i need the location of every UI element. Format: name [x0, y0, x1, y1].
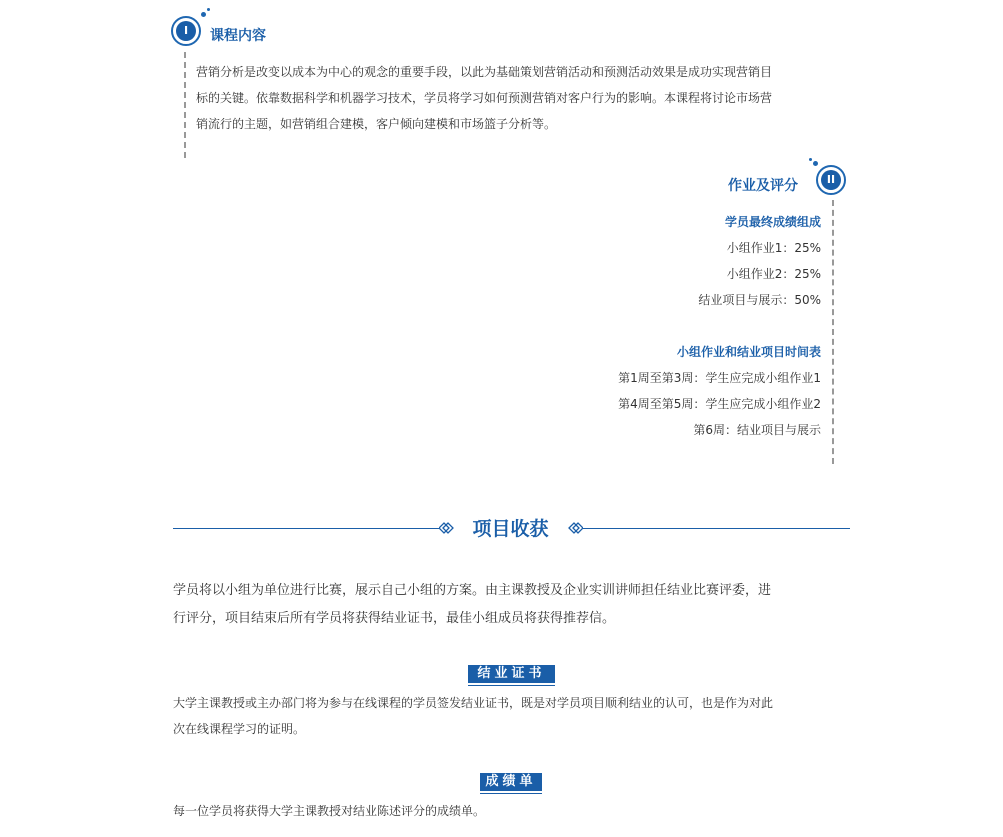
harvest-line: 行评分，项目结束后所有学员将获得结业证书，最佳小组成员将获得推荐信。	[173, 611, 616, 626]
section-badge-2	[816, 165, 846, 195]
section-number-1: I	[176, 21, 196, 41]
course-content-line: 销流行的主题，如营销组合建模，客户倾向建模和市场篮子分析等。	[196, 117, 557, 131]
assignments-title: 作业及评分	[728, 178, 798, 194]
grading-title: 学员最终成绩组成	[724, 215, 821, 229]
diamond-left-icon	[439, 521, 457, 535]
schedule-title: 小组作业和结业项目时间表	[676, 345, 821, 359]
grading-list	[698, 209, 821, 313]
schedule-item: 第4周至第5周：学生应完成小组作业2	[618, 397, 821, 411]
section-number-2: II	[821, 170, 841, 190]
schedule-item: 第1周至第3周：学生应完成小组作业1	[618, 371, 821, 385]
schedule-list	[618, 339, 821, 443]
course-content-text	[196, 59, 856, 137]
transcript-label: 成绩单	[480, 773, 542, 791]
harvest-text	[173, 577, 863, 633]
assignments-divider	[832, 200, 834, 464]
harvest-title: 项目收获	[472, 518, 549, 540]
transcript-text	[173, 798, 863, 824]
diamond-right-icon	[565, 521, 583, 535]
course-content-line: 营销分析是改变以成本为中心的观念的重要手段，以此为基础策划营销活动和预测活动效果是成功实现营销目	[196, 65, 773, 79]
schedule-item: 第6周：结业项目与展示	[693, 423, 821, 437]
harvest-line: 学员将以小组为单位进行比赛，展示自己小组的方案。由主课教授及企业实训讲师担任结业比赛评委，进	[173, 583, 772, 598]
grading-item: 结业项目与展示：50%	[698, 293, 821, 307]
harvest-line-left	[173, 528, 439, 529]
course-content-line: 标的关键。依靠数据科学和机器学习技术，学员将学习如何预测营销对客户行为的影响。本课程将讨论市场营	[196, 91, 773, 105]
certificate-line: 大学主课教授或主办部门将为参与在线课程的学员签发结业证书，既是对学员项目顺利结业的认可，也是作为对此	[173, 696, 774, 710]
section-badge-1	[171, 16, 201, 46]
certificate-text	[173, 690, 863, 742]
certificate-line: 次在线课程学习的证明。	[173, 722, 306, 736]
transcript-line: 每一位学员将获得大学主课教授对结业陈述评分的成绩单。	[173, 804, 486, 818]
certificate-label: 结业证书	[468, 665, 555, 683]
grading-item: 小组作业2：25%	[726, 267, 821, 281]
course-content-divider	[184, 52, 186, 158]
grading-item: 小组作业1：25%	[726, 241, 821, 255]
course-content-title: 课程内容	[210, 28, 266, 44]
harvest-line-right	[583, 528, 850, 529]
